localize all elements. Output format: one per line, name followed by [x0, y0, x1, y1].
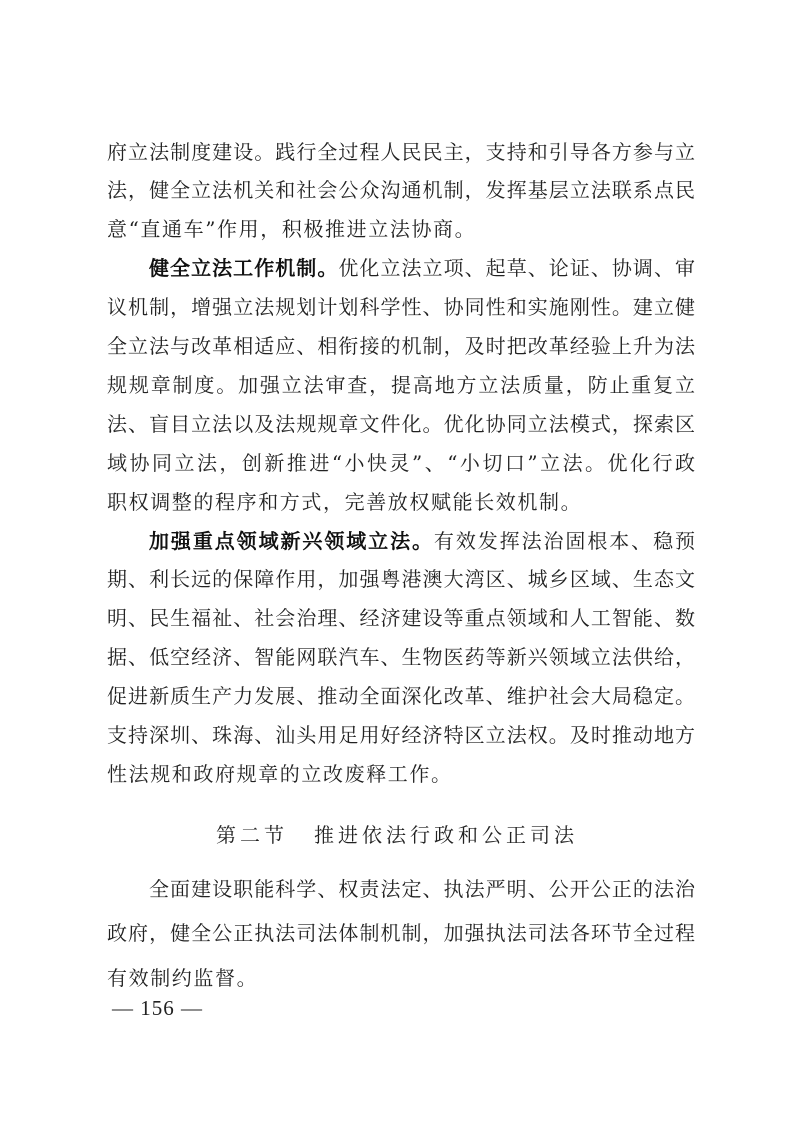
paragraph-text: 支持深圳、珠海、汕头用足用好经济特区立法权。及时推动地方: [107, 723, 695, 747]
paragraph-line: [107, 716, 695, 755]
paragraph-line: [107, 405, 695, 444]
paragraph-line: [107, 171, 695, 210]
paragraph-text: 性法规和政府规章的立改废释工作。: [107, 761, 453, 786]
paragraph-text: 规规章制度。加强立法审查，提高地方立法质量，防止重复立: [107, 372, 695, 397]
paragraph-text: 促进新质生产力发展、推动全面深化改革、维护社会大局稳定。: [107, 684, 695, 709]
paragraph-line: [107, 444, 695, 483]
paragraph-text: 有效发挥法治固根本、稳预: [433, 528, 696, 553]
paragraph-first-line: [107, 133, 695, 172]
paragraph-line: [107, 560, 695, 599]
paragraph-line: [107, 755, 695, 794]
paragraph-text: 府立法制度建设。践行全过程人民民主，支持和引导各方参与立: [107, 139, 695, 164]
paragraph-line: [107, 677, 695, 716]
paragraph-line: [107, 638, 695, 677]
paragraph-text: 法，健全立法机关和社会公众沟通机制，发挥基层立法联系点民: [107, 178, 695, 203]
paragraph-text: 职权调整的程序和方式，完善放权赋能长效机制。: [107, 489, 583, 514]
paragraph-first-line: [149, 249, 695, 288]
section-number: 第二节: [216, 823, 288, 847]
section-paragraph-line: 全面建设职能科学、权责法定、执法严明、公开公正的法治: [149, 876, 695, 901]
paragraph-line: [107, 366, 695, 405]
paragraph-line: [107, 327, 695, 366]
paragraph-text: 全立法与改革相适应、相衔接的机制，及时把改革经验上升为法: [107, 334, 695, 358]
paragraph-lead: 加强重点领域新兴领域立法。: [149, 528, 434, 553]
paragraph-line: [107, 599, 695, 638]
section-paragraph-line: 有效制约监督。: [107, 965, 259, 990]
paragraph-line: [107, 288, 695, 327]
paragraph-text: 域协同立法，创新推进“小快灵”、“小切口”立法。优化行政: [107, 450, 695, 475]
paragraph-text: 据、低空经济、智能网联汽车、生物医药等新兴领域立法供给，: [107, 645, 695, 670]
paragraph-text: 意“直通车”作用，积极推进立法协商。: [107, 217, 477, 242]
paragraph-first-line: [149, 522, 695, 561]
section-heading: [0, 816, 794, 855]
paragraph-text: 优化立法立项、起草、论证、协调、审: [338, 256, 696, 281]
section-paragraph-line: 政府，健全公正执法司法体制机制，加强执法司法各环节全过程: [107, 921, 695, 945]
paragraph-line: [107, 210, 695, 249]
paragraph-text: 期、利长远的保障作用，加强粤港澳大湾区、城乡区域、生态文: [107, 567, 695, 592]
section-title: 推进依法行政和公正司法: [314, 823, 578, 847]
paragraph-text: 议机制，增强立法规划计划科学性、协同性和实施刚性。建立健: [107, 295, 695, 320]
paragraph-lead: 健全立法工作机制。: [149, 256, 339, 281]
paragraph-line: [107, 483, 695, 522]
paragraph-text: 明、民生福祉、社会治理、经济建设等重点领域和人工智能、数: [107, 606, 695, 631]
paragraph-text: 法、盲目立法以及法规规章文件化。优化协同立法模式，探索区: [107, 411, 695, 436]
page-number: — 156 —: [112, 996, 203, 1020]
